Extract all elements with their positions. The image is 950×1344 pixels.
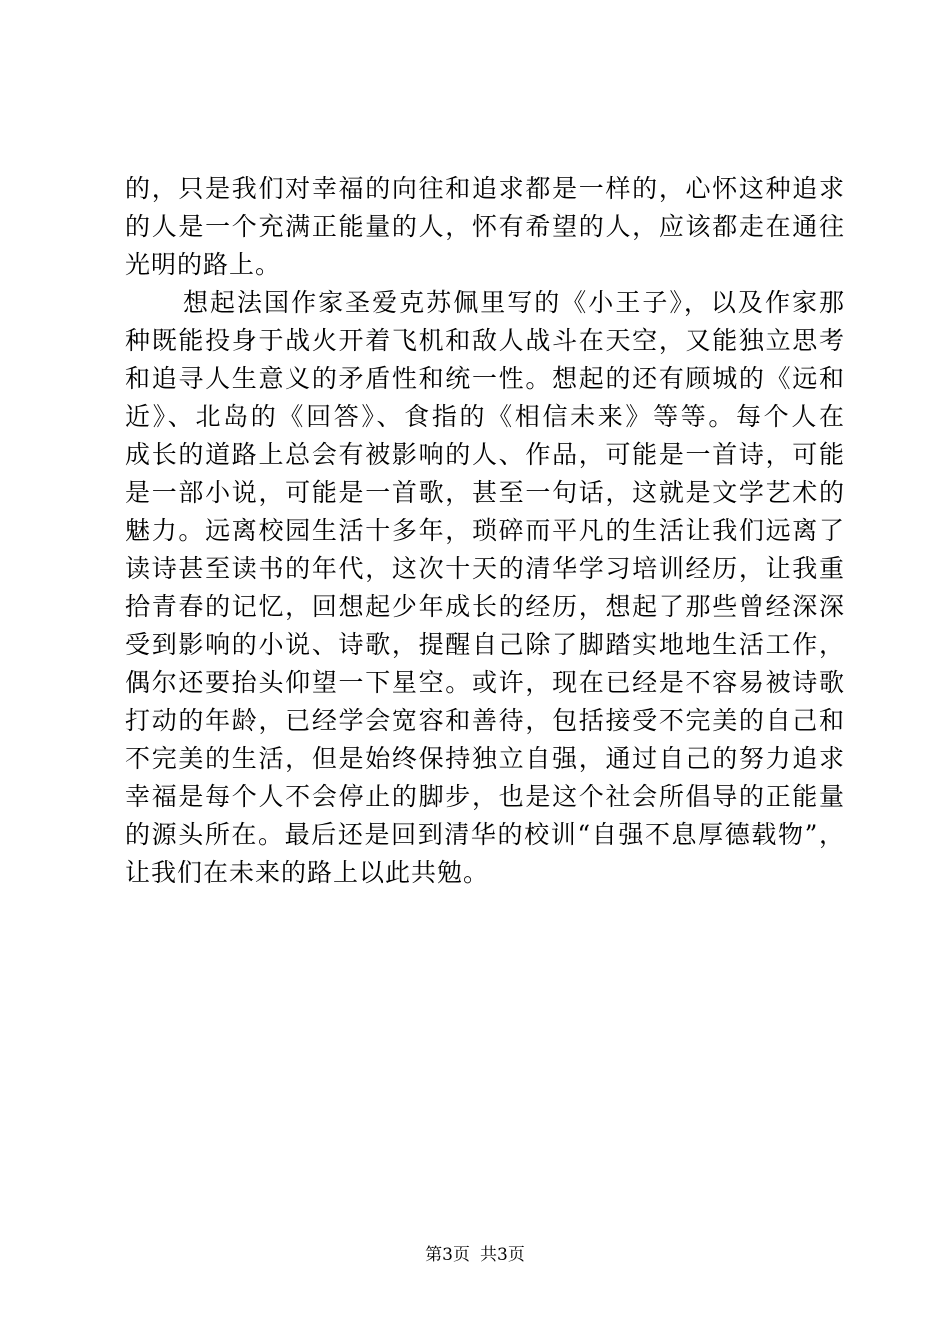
text-line: 是一部小说，可能是一首歌，甚至一句话，这就是文学艺术的 (125, 478, 845, 507)
text-line: 的源头所在。最后还是回到清华的校训“自强不息厚德载物”， (125, 820, 845, 849)
text-line: 读诗甚至读书的年代，这次十天的清华学习培训经历，让我重 (125, 554, 845, 583)
text-line: 成长的道路上总会有被影响的人、作品，可能是一首诗，可能 (125, 440, 845, 469)
text-line: 光明的路上。 (125, 250, 282, 279)
text-line: 魅力。远离校园生活十多年，琐碎而平凡的生活让我们远离了 (125, 516, 845, 545)
text-line: 种既能投身于战火开着飞机和敌人战斗在天空，又能独立思考 (125, 326, 845, 355)
text-line: 幸福是每个人不会停止的脚步，也是这个社会所倡导的正能量 (125, 782, 845, 811)
document-body (125, 170, 845, 892)
page-number: 第3页 (425, 1245, 470, 1265)
text-line: 不完美的生活，但是始终保持独立自强，通过自己的努力追求 (125, 744, 845, 773)
text-line: 的，只是我们对幸福的向往和追求都是一样的，心怀这种追求 (125, 174, 845, 203)
page-total: 共3页 (480, 1245, 525, 1265)
text-line: 偶尔还要抬头仰望一下星空。或许，现在已经是不容易被诗歌 (125, 668, 845, 697)
text-line: 的人是一个充满正能量的人，怀有希望的人，应该都走在通往 (125, 212, 845, 241)
text-line: 想起法国作家圣爱克苏佩里写的《小王子》，以及作家那 (183, 288, 845, 317)
page-footer (0, 1245, 950, 1265)
text-line: 拾青春的记忆，回想起少年成长的经历，想起了那些曾经深深 (125, 592, 845, 621)
text-line: 近》、北岛的《回答》、食指的《相信未来》等等。每个人在 (125, 402, 845, 431)
text-line: 受到影响的小说、诗歌，提醒自己除了脚踏实地地生活工作， (125, 630, 845, 659)
text-line: 和追寻人生意义的矛盾性和统一性。想起的还有顾城的《远和 (125, 364, 845, 393)
text-line: 打动的年龄，已经学会宽容和善待，包括接受不完美的自己和 (125, 706, 845, 735)
text-line: 让我们在未来的路上以此共勉。 (125, 858, 490, 887)
